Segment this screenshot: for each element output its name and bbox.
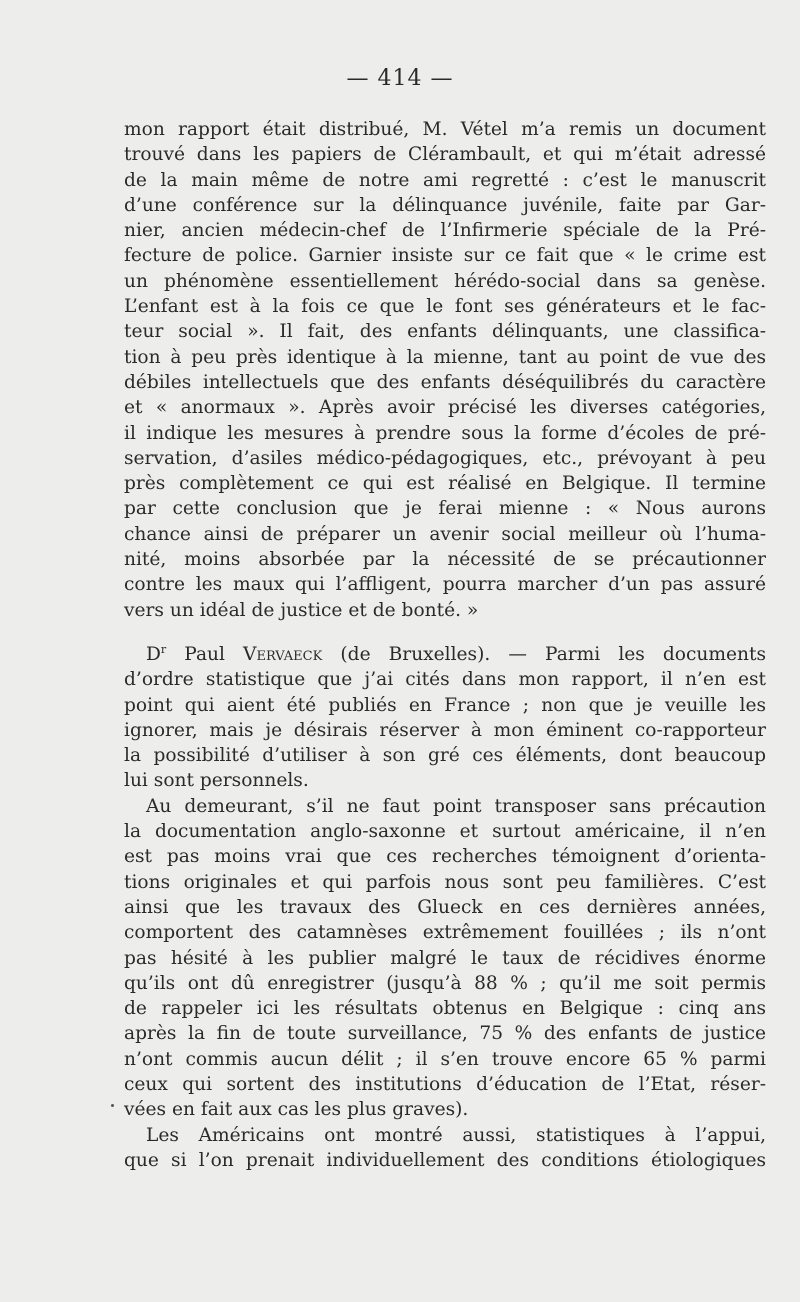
text-line: teur social ». Il fait, des enfants délinquants, une classifica-	[124, 321, 766, 343]
text-line: lui sont personnels.	[124, 770, 309, 792]
text-line: tion à peu près identique à la mienne, tant au point de vue des	[124, 346, 766, 368]
text-line: trouvé dans les papiers de Clérambault, et qui m’était adressé	[124, 144, 766, 166]
text-line: nité, moins absorbée par la nécessité de se précautionner	[124, 549, 766, 571]
body-text-bottom	[124, 642, 766, 1173]
speaker-title-sup: r	[160, 643, 167, 656]
text-line: chance ainsi de préparer un avenir social meilleur où l’huma-	[124, 523, 766, 545]
text-line: de rappeler ici les résultats obtenus en Belgique : cinq ans	[124, 998, 766, 1020]
speaker-last-name: Vervaeck	[243, 644, 323, 665]
margin-speck	[111, 1104, 114, 1107]
speaker-first-name: Paul	[184, 644, 225, 665]
text-line: près complètement ce qui est réalisé en Belgique. Il termine	[124, 473, 766, 495]
text-line: un phénomène essentiellement hérédo-social dans sa genèse.	[124, 270, 766, 292]
speaker-first-line-text: Parmi les documents	[545, 644, 766, 665]
text-line: Les Américains ont montré aussi, statistiques à l’appui,	[146, 1124, 766, 1146]
text-line: de la main même de notre ami regretté : c’est le manuscrit	[124, 169, 766, 191]
text-line: est pas moins vrai que ces recherches témoignent d’orienta-	[124, 846, 766, 868]
text-line: Au demeurant, s’il ne faut point transposer sans précaution	[146, 795, 766, 817]
text-line: mon rapport était distribué, M. Vétel m’a remis un document	[124, 119, 766, 140]
paragraph-americains-statistiques	[124, 1123, 766, 1174]
text-line: ceux qui sortent des institutions d’éducation de l’Etat, réser-	[124, 1074, 766, 1096]
text-line: nier, ancien médecin-chef de l’Infirmerie spéciale de la Pré-	[124, 220, 766, 242]
text-line: et « anormaux ». Après avoir précisé les diverses catégories,	[124, 397, 766, 419]
paragraph-vervaeck-intervention	[124, 642, 766, 794]
text-line: d’ordre statistique que j’ai cités dans mon rapport, il n’en est	[124, 669, 766, 691]
text-line: point qui aient été publiés en France ; non que je veuille les	[124, 694, 766, 716]
page-number: — 414 —	[346, 66, 454, 91]
text-line	[124, 642, 766, 667]
text-line: contre les maux qui l’affligent, pourra marcher d’un pas assuré	[124, 574, 766, 596]
text-line: pas hésité à les publier malgré le taux de récidives énorme	[124, 947, 766, 969]
text-line: tions originales et qui parfois nous sont peu familières. C’est	[124, 871, 766, 893]
body-text-top	[124, 117, 766, 623]
text-line: vers un idéal de justice et de bonté. »	[124, 599, 479, 621]
text-line: après la fin de toute surveillance, 75 % des enfants de justice	[124, 1023, 766, 1045]
text-line: la documentation anglo-saxonne et surtout américaine, il n’en	[124, 821, 766, 843]
text-line: comportent des catamnèses extrêmement fouillées ; ils n’ont	[124, 922, 766, 944]
text-line: débiles intellectuels que des enfants déséquilibrés du caractère	[124, 371, 766, 393]
text-line: servation, d’asiles médico-pédagogiques, etc., prévoyant à peu	[124, 447, 766, 469]
paragraph-conference-garnier	[124, 117, 766, 623]
text-line: ignorer, mais je désirais réserver à mon éminent co-rapporteur	[124, 719, 766, 741]
text-line: fecture de police. Garnier insiste sur ce fait que « le crime est	[124, 245, 766, 267]
speaker-title: D	[146, 644, 161, 665]
text-line: la possibilité d’utiliser à son gré ces éléments, dont beaucoup	[124, 745, 766, 767]
text-line: n’ont commis aucun délit ; il s’en trouve encore 65 % parmi	[124, 1048, 766, 1070]
text-line: ainsi que les travaux des Glueck en ces dernières années,	[124, 896, 766, 918]
text-line: que si l’on prenait individuellement des conditions étiologiques	[124, 1149, 766, 1171]
speaker-origin: (de Bruxelles). —	[340, 644, 527, 665]
text-line: vées en fait aux cas les plus graves).	[124, 1099, 469, 1121]
paragraph-documentation-americaine	[124, 794, 766, 1123]
text-line: par cette conclusion que je ferai mienne : « Nous aurons	[124, 498, 766, 520]
text-line: L’enfant est à la fois ce que le font ses générateurs et le fac-	[124, 296, 766, 318]
text-line: il indique les mesures à prendre sous la forme d’écoles de pré-	[124, 422, 766, 444]
text-line: d’une conférence sur la délinquance juvénile, faite par Gar-	[124, 194, 766, 216]
text-line: qu’ils ont dû enregistrer (jusqu’à 88 % ; qu’il me soit permis	[124, 972, 766, 994]
